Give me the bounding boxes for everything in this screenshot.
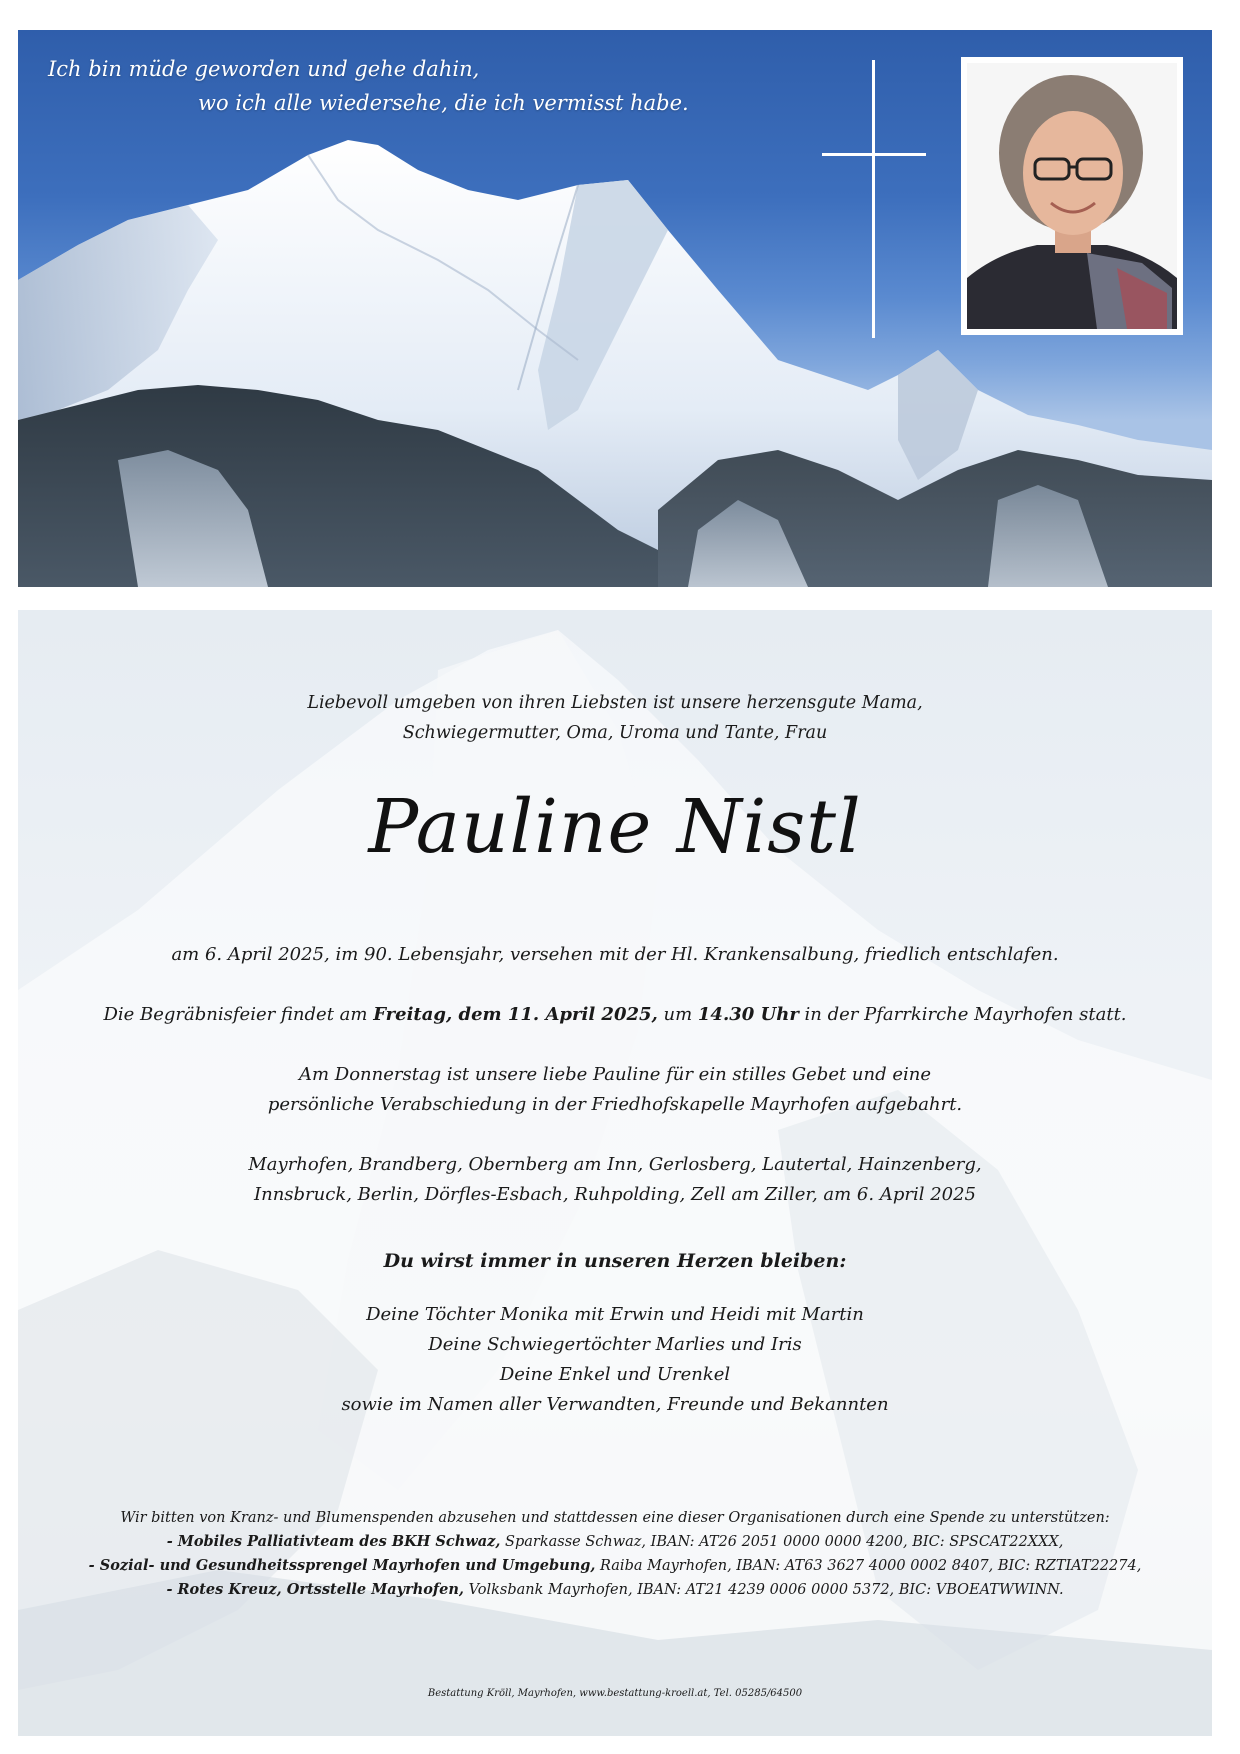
portrait-photo (961, 57, 1183, 335)
quote (48, 52, 808, 120)
org-2-details: Raiba Mayrhofen, IBAN: AT63 3627 4000 0002 8407, BIC: RZTIAT22274, (595, 1558, 1142, 1574)
places-line-2: Innsbruck, Berlin, Dörfles-Esbach, Ruhpolding, Zell am Ziller, am 6. April 2025 (253, 1184, 976, 1205)
funeral-home-footer: Bestattung Kröll, Mayrhofen, www.bestattung-kroell.at, Tel. 05285/64500 (427, 1688, 803, 1699)
intro-line-1: Liebevoll umgeben von ihren Liebsten ist unsere herzensgute Mama, (307, 693, 923, 713)
deceased-name: Pauline Nistl (368, 784, 862, 870)
viewing-line-1: Am Donnerstag ist unsere liebe Pauline für ein stilles Gebet und eine (298, 1064, 932, 1085)
viewing-line-2: persönliche Verabschiedung in der Friedhofskapelle Mayrhofen aufgebahrt. (267, 1094, 963, 1115)
viewing-info (18, 1060, 1212, 1120)
quote-line-1: Ich bin müde geworden und gehe dahin, (48, 57, 480, 81)
notice-panel (18, 610, 1212, 1736)
places-info (18, 1150, 1212, 1210)
donation-intro: Wir bitten von Kranz- und Blumenspenden abzusehen und stattdessen eine dieser Organisationen durch eine Spende zu unterstützen: (120, 1510, 1110, 1526)
donation-org-3 (18, 1578, 1212, 1602)
donation-org-1 (18, 1530, 1212, 1554)
funeral-info (18, 1000, 1212, 1030)
header-banner (18, 30, 1212, 587)
donation-org-2 (18, 1554, 1212, 1578)
donation-info (18, 1506, 1212, 1602)
family-heading: Du wirst immer in unseren Herzen bleiben: (383, 1250, 847, 1272)
funeral-suffix: in der Pfarrkirche Mayrhofen statt. (798, 1004, 1127, 1025)
portrait-image (967, 63, 1177, 329)
org-3-name: - Rotes Kreuz, Ortsstelle Mayrhofen, (166, 1581, 464, 1598)
places-line-1: Mayrhofen, Brandberg, Obernberg am Inn, Gerlosberg, Lautertal, Hainzenberg, (248, 1154, 982, 1175)
cross-icon (822, 60, 926, 338)
funeral-time: 14.30 Uhr (697, 1004, 799, 1025)
funeral-middle: um (657, 1004, 698, 1025)
funeral-date: Freitag, dem 11. April 2025, (373, 1004, 658, 1025)
org-2-name: - Sozial- und Gesundheitssprengel Mayrhofen und Umgebung, (88, 1557, 596, 1574)
family-list (18, 1300, 1212, 1420)
intro-line-2: Schwiegermutter, Oma, Uroma und Tante, Frau (402, 723, 828, 743)
funeral-prefix: Die Begräbnisfeier findet am (103, 1004, 374, 1025)
family-line: Deine Schwiegertöchter Marlies und Iris (428, 1334, 802, 1355)
org-3-details: Volksbank Mayrhofen, IBAN: AT21 4239 0006 0000 5372, BIC: VBOEATWWINN. (464, 1582, 1064, 1598)
family-line: Deine Töchter Monika mit Erwin und Heidi mit Martin (366, 1304, 864, 1325)
family-line: Deine Enkel und Urenkel (499, 1364, 731, 1385)
family-line: sowie im Namen aller Verwandten, Freunde und Bekannten (341, 1394, 889, 1415)
org-1-name: - Mobiles Palliativteam des BKH Schwaz, (166, 1533, 501, 1550)
intro-text (18, 688, 1212, 748)
death-notice: am 6. April 2025, im 90. Lebensjahr, versehen mit der Hl. Krankensalbung, friedlich entschlafen. (171, 944, 1059, 965)
org-1-details: Sparkasse Schwaz, IBAN: AT26 2051 0000 0000 4200, BIC: SPSCAT22XXX, (500, 1534, 1064, 1550)
quote-line-2: wo ich alle wiedersehe, die ich vermisst habe. (198, 91, 689, 115)
